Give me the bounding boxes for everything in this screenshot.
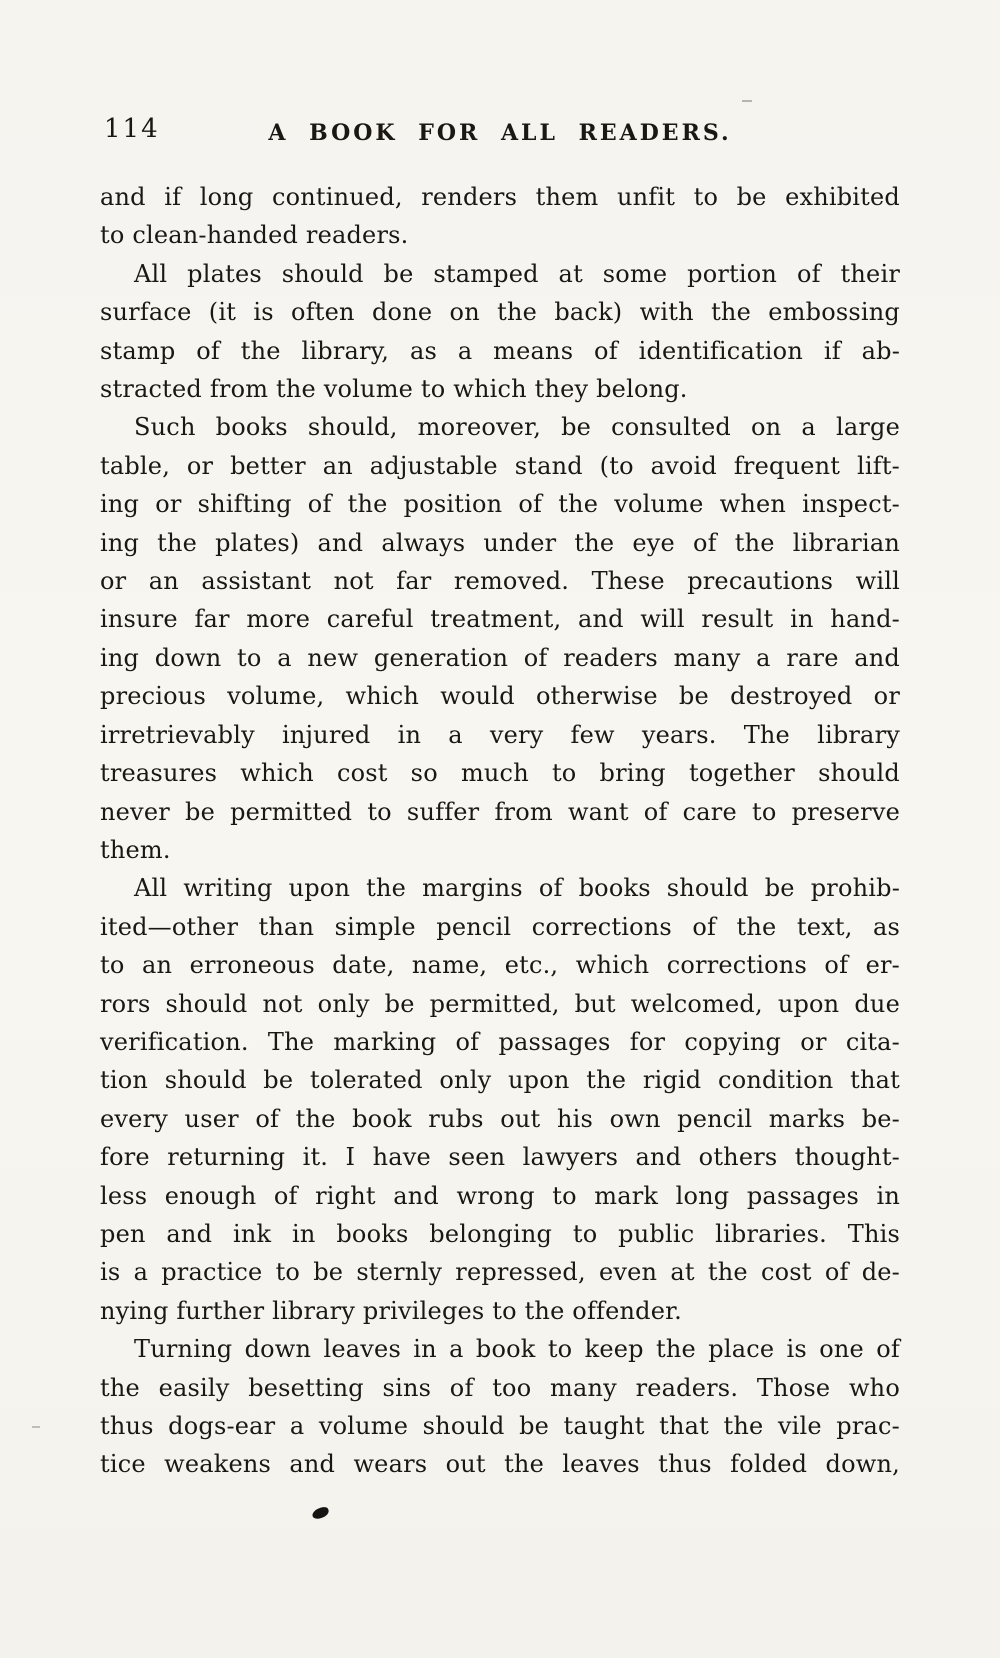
text-line: treasures which cost so much to bring together should [100,759,900,788]
text-line: stamp of the library, as a means of identification if ab- [100,336,900,365]
text-line: All plates should be stamped at some portion of their [134,259,900,288]
text-line: every user of the book rubs out his own pencil marks be- [100,1104,900,1133]
text-line: ing the plates) and always under the eye of the librarian [100,528,900,557]
text-line: nying further library privileges to the offender. [100,1296,683,1325]
text-line: ited—other than simple pencil corrections of the text, as [100,912,900,941]
running-header [100,112,900,152]
text-line: to clean-handed readers. [100,221,409,250]
text-line: never be permitted to suffer from want of care to preserve [100,797,900,826]
paragraph [100,255,900,409]
text-block [100,178,900,1484]
text-line: tice weakens and wears out the leaves thus folded down, [100,1450,900,1479]
page-title: A BOOK FOR ALL READERS. [268,120,732,146]
paragraph [100,408,900,869]
text-line: ing or shifting of the position of the volume when inspect- [100,490,900,519]
scan-artifact-mark [742,100,752,102]
text-line: less enough of right and wrong to mark long passages in [100,1181,900,1210]
text-line: tion should be tolerated only upon the rigid condition that [100,1066,900,1095]
text-line: Such books should, moreover, be consulted on a large [134,413,900,442]
text-line: to an erroneous date, name, etc., which corrections of er- [100,951,900,980]
page-number: 114 [104,114,160,144]
text-line: thus dogs-ear a volume should be taught that the vile prac- [100,1412,900,1440]
text-line: verification. The marking of passages for copying or cita- [100,1027,900,1056]
ink-blot-mark [311,1506,330,1521]
text-line: ing down to a new generation of readers many a rare and [100,643,900,672]
text-line: Turning down leaves in a book to keep the place is one of [134,1335,900,1364]
paragraph [100,178,900,255]
text-line: stracted from the volume to which they belong. [100,375,688,404]
text-line: precious volume, which would otherwise be destroyed or [100,682,900,711]
text-line: irretrievably injured in a very few years. The library [100,720,900,749]
text-line: is a practice to be sternly repressed, even at the cost of de- [100,1258,900,1287]
paragraph [100,1330,900,1484]
paragraph [100,869,900,1330]
text-line: and if long continued, renders them unfit to be exhibited [100,183,900,211]
text-line: table, or better an adjustable stand (to avoid frequent lift- [100,451,900,480]
text-line: fore returning it. I have seen lawyers and others thought- [100,1143,900,1172]
text-line: the easily besetting sins of too many readers. Those who [100,1373,900,1402]
text-line: All writing upon the margins of books should be prohib- [134,874,900,903]
scan-artifact-mark [32,1426,40,1428]
text-line: them. [100,835,171,864]
text-line: pen and ink in books belonging to public libraries. This [100,1219,900,1248]
text-line: surface (it is often done on the back) with the embossing [100,298,900,327]
text-line: rors should not only be permitted, but welcomed, upon due [100,989,900,1018]
text-line: insure far more careful treatment, and will result in hand- [100,605,900,634]
text-line: or an assistant not far removed. These precautions will [100,567,900,596]
